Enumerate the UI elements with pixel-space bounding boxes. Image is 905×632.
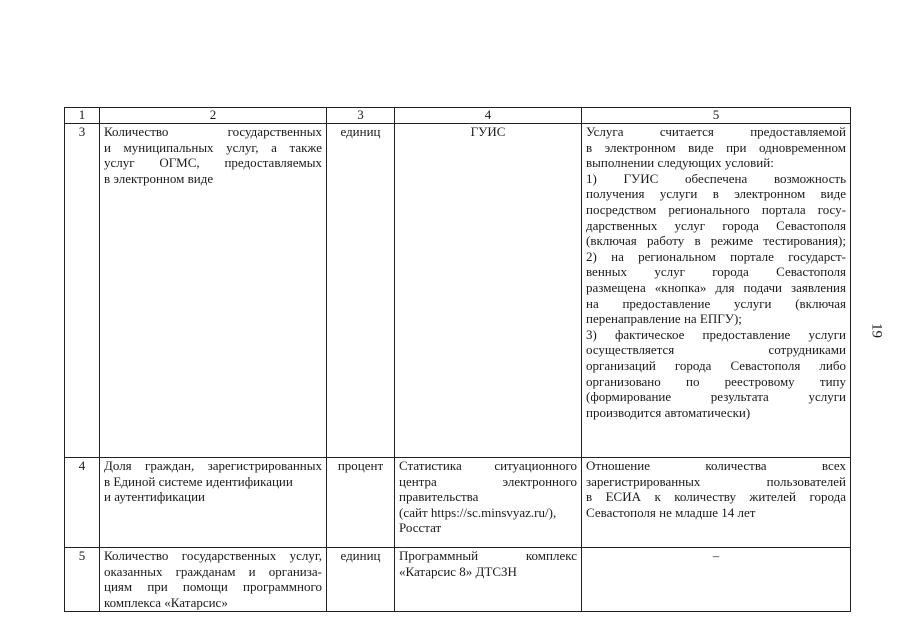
unit: единиц (327, 548, 395, 612)
indicator-name: Доля граждан, зарегистрированных в Единой системе идентификации и аутентификации (100, 458, 327, 548)
page-number: 19 (868, 323, 885, 338)
indicator-name: Количество государственных услуг, оказанных гражданам и организа- циям при помощи программного комплекса «Катарсис» (100, 548, 327, 612)
data-source: Статистика ситуационного центра электронного правительства (сайт https://sc.minsvyaz.ru/), Росстат (395, 458, 582, 548)
header-cell: 4 (395, 108, 582, 124)
table-row (65, 124, 851, 458)
table-row (65, 548, 851, 612)
data-source: Программный комплекс «Катарсис 8» ДТСЗН (395, 548, 582, 612)
row-number: 3 (65, 124, 100, 458)
header-cell: 3 (327, 108, 395, 124)
condition: – (582, 548, 851, 612)
data-source: ГУИС (395, 124, 582, 458)
condition: Услуга считается предоставляемой в электронном виде при одновременном выполнении следующих условий: 1) ГУИС обеспечена возможность получения услуги в электронном виде посредством регионального портала госу- дарственных услуг города Севастополя (включая работу в режиме тестирования); 2) на региональном портале государст- венных услуг города Севастополя размещена «кнопка» для подачи заявления на предоставление услуги (включая перенаправление на ЕПГУ); 3) фактическое предоставление услуги осуществляется сотрудниками организаций города Севастополя либо организовано по реестровому типу (формирование результата услуги производится автоматически) (582, 124, 851, 458)
indicator-name: Количество государственных и муниципальных услуг, а также услуг ОГМС, предоставляемых в электронном виде (100, 124, 327, 458)
header-cell: 1 (65, 108, 100, 124)
condition: Отношение количества всех зарегистрированных пользователей в ЕСИА к количеству жителей города Севастополя не младше 14 лет (582, 458, 851, 548)
header-cell: 5 (582, 108, 851, 124)
row-number: 4 (65, 458, 100, 548)
indicators-table (64, 107, 851, 612)
table-row (65, 458, 851, 548)
header-cell: 2 (100, 108, 327, 124)
unit: процент (327, 458, 395, 548)
row-number: 5 (65, 548, 100, 612)
header-row (65, 108, 851, 124)
unit: единиц (327, 124, 395, 458)
